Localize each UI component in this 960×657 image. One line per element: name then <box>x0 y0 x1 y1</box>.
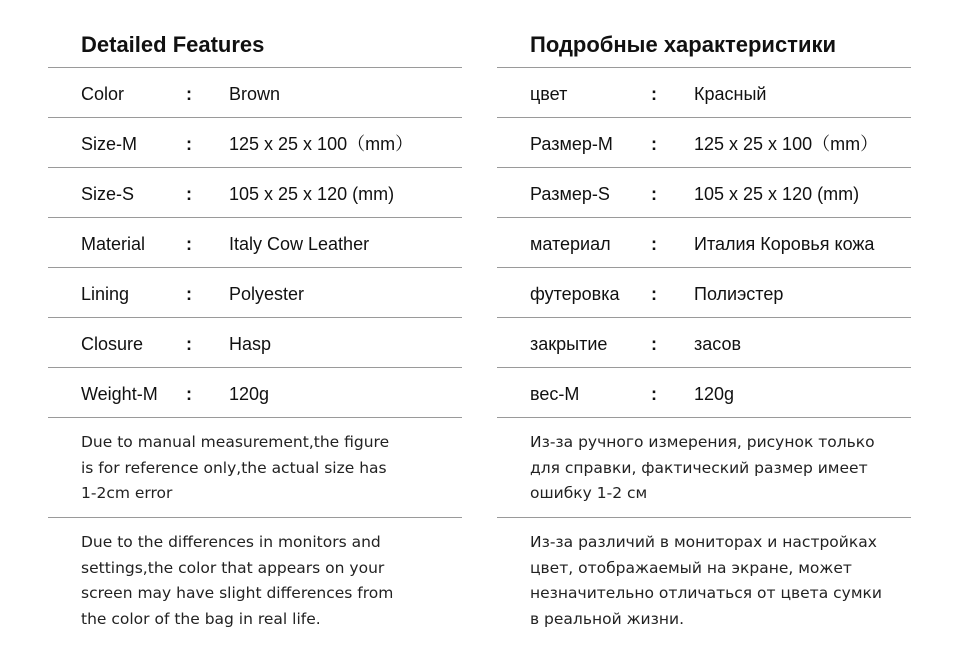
spec-colon: : <box>186 334 192 354</box>
note-line: в реальной жизни. <box>530 609 685 628</box>
spec-colon: : <box>651 284 657 304</box>
spec-value: 120g <box>229 384 270 404</box>
russian-features-panel <box>497 0 911 657</box>
note-line: ошибку 1-2 см <box>530 484 648 502</box>
english-features-panel <box>48 0 462 657</box>
spec-value: 105 x 25 x 120 (mm) <box>694 184 860 204</box>
spec-value: Полиэстер <box>694 284 784 304</box>
note-line: Due to manual measurement,the figure <box>81 433 390 451</box>
spec-label: Size-M <box>81 134 138 154</box>
spec-colon: : <box>186 284 192 304</box>
note-line: цвет, отображаемый на экране, может <box>530 558 852 577</box>
spec-row-weight-m <box>497 367 911 417</box>
note-line: is for reference only,the actual size has <box>81 458 387 477</box>
note-line: Due to the differences in monitors and <box>81 533 381 551</box>
spec-value: 125 x 25 x 100（mm） <box>694 134 879 154</box>
spec-value: 105 x 25 x 120 (mm) <box>229 184 395 204</box>
spec-label: Color <box>81 84 125 104</box>
spec-value: Italy Cow Leather <box>229 234 370 254</box>
spec-value: засов <box>694 334 742 354</box>
measurement-note <box>497 417 911 517</box>
spec-label: материал <box>530 234 611 254</box>
note-line: the color of the bag in real life. <box>81 609 321 628</box>
spec-row-lining <box>497 267 911 317</box>
spec-row-color <box>48 67 462 117</box>
spec-row-size-m <box>48 117 462 167</box>
russian-title: Подробные характеристики <box>530 32 837 57</box>
spec-row-material <box>497 217 911 267</box>
spec-value: 120g <box>694 384 735 404</box>
measurement-note <box>48 417 462 517</box>
spec-colon: : <box>651 334 657 354</box>
spec-colon: : <box>186 184 192 204</box>
note-line: settings,the color that appears on your <box>81 558 385 577</box>
spec-row-weight-m <box>48 367 462 417</box>
spec-value: Hasp <box>229 334 272 354</box>
spec-label: Lining <box>81 284 130 304</box>
spec-row-lining <box>48 267 462 317</box>
spec-label: цвет <box>530 84 568 104</box>
spec-label: Size-S <box>81 184 135 204</box>
spec-label: Weight-M <box>81 384 158 404</box>
spec-value: Красный <box>694 84 767 104</box>
note-line: незначительно отличаться от цвета сумки <box>530 584 882 602</box>
spec-colon: : <box>186 234 192 254</box>
spec-row-size-s <box>48 167 462 217</box>
spec-label: закрытие <box>530 334 608 354</box>
spec-colon: : <box>651 134 657 154</box>
spec-value: Италия Коровья кожа <box>694 234 875 254</box>
spec-label: вес-М <box>530 384 580 404</box>
spec-colon: : <box>186 84 192 104</box>
spec-colon: : <box>651 234 657 254</box>
spec-row-color <box>497 67 911 117</box>
spec-row-material <box>48 217 462 267</box>
note-line: screen may have slight differences from <box>81 584 394 602</box>
spec-value: Polyester <box>229 284 305 304</box>
spec-colon: : <box>651 384 657 404</box>
spec-label: Размер-М <box>530 134 613 154</box>
english-title: Detailed Features <box>81 32 265 57</box>
spec-colon: : <box>186 384 192 404</box>
spec-colon: : <box>651 184 657 204</box>
note-line: Из-за ручного измерения, рисунок только <box>530 433 875 451</box>
spec-label: Размер-S <box>530 184 610 204</box>
spec-value: Brown <box>229 84 281 104</box>
spec-row-closure <box>497 317 911 367</box>
spec-value: 125 x 25 x 100（mm） <box>229 134 414 154</box>
spec-label: футеровка <box>530 284 620 304</box>
note-line: 1-2cm error <box>81 484 173 502</box>
note-line: Из-за различий в мониторах и настройках <box>530 533 877 551</box>
spec-colon: : <box>651 84 657 104</box>
spec-label: Closure <box>81 334 144 354</box>
spec-row-closure <box>48 317 462 367</box>
color-note <box>497 517 911 657</box>
spec-label: Material <box>81 234 146 254</box>
spec-row-size-s <box>497 167 911 217</box>
color-note <box>48 517 462 657</box>
spec-row-size-m <box>497 117 911 167</box>
note-line: для справки, фактический размер имеет <box>530 458 868 477</box>
spec-colon: : <box>186 134 192 154</box>
